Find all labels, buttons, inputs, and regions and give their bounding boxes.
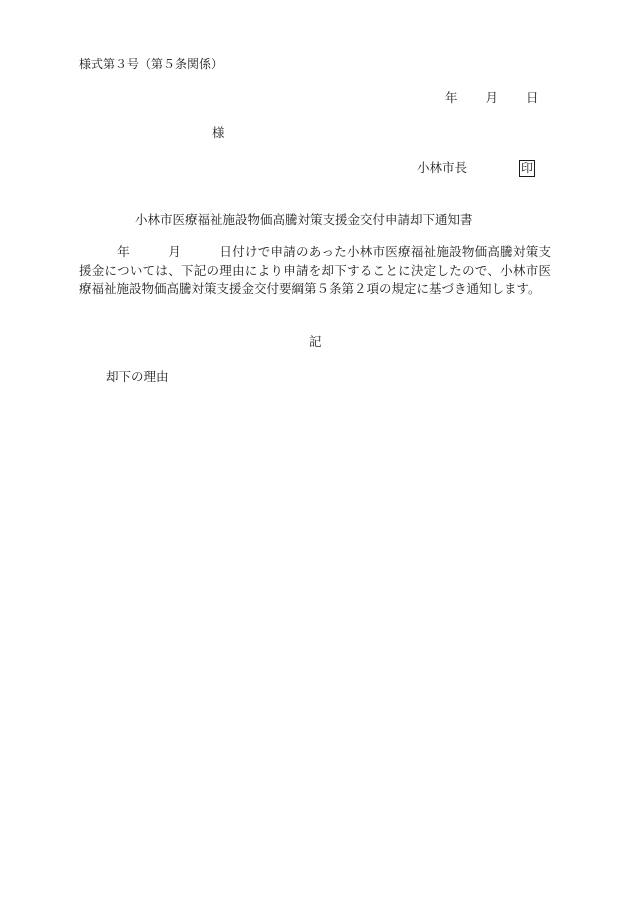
addressee-honorific: 様 — [212, 125, 225, 140]
document-title: 小林市医療福祉施設物価高騰対策支援金交付申請却下通知書 — [135, 212, 473, 227]
seal-mark: 印 — [521, 161, 534, 175]
issuer-name: 小林市長 — [417, 160, 468, 175]
ki-heading: 記 — [309, 334, 322, 349]
month-label: 月 — [485, 90, 499, 105]
day-label: 日 — [526, 90, 539, 105]
date-line — [445, 88, 539, 106]
reason-label: 却下の理由 — [106, 369, 169, 384]
body-paragraph: 年 月 日付けで申請のあった小林市医療福祉施設物価高騰対策支援金については、下記の理由により申請を却下することに決定したので、小林市医療福祉施設物価高騰対策支援金交付要綱第５条第２項の規定に基づき通知します。 — [79, 244, 551, 296]
issuer-block — [417, 158, 535, 177]
year-label: 年 — [445, 90, 458, 105]
form-number: 様式第３号（第５条関係） — [79, 57, 224, 71]
